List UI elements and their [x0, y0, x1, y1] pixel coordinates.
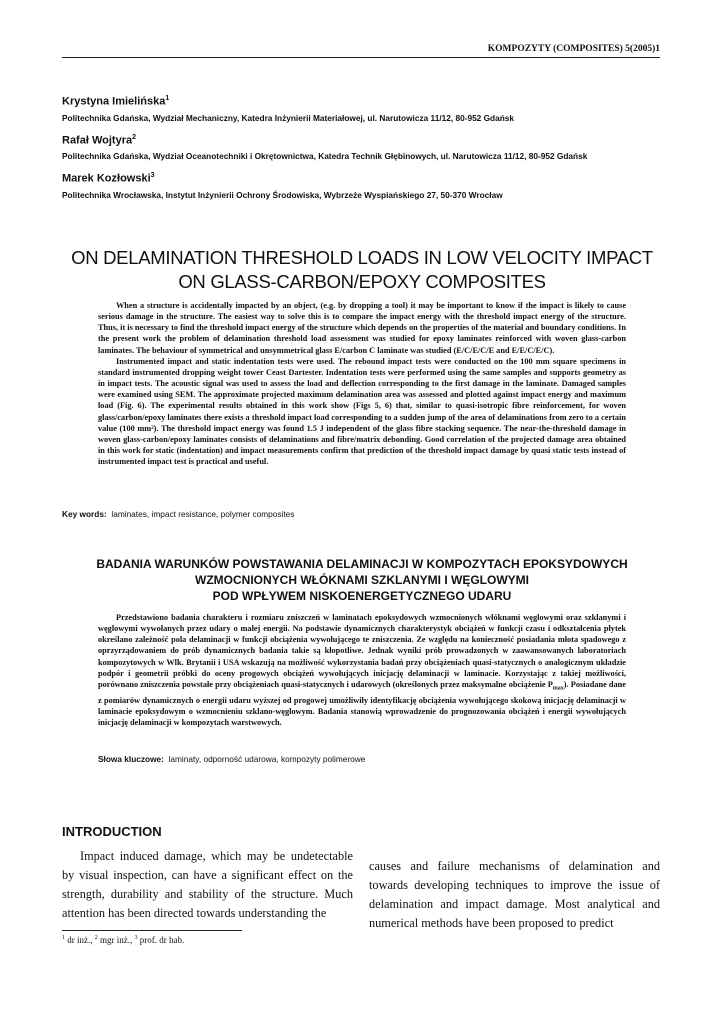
intro-left-column — [62, 847, 353, 923]
polish-keywords: Słowa kluczowe: laminaty, odporność udarowa, kompozyty polimerowe — [98, 754, 366, 764]
footnote: $^1$ dr inż., $^2$ mgr inż., $^3$ prof. dr hab. — [62, 935, 185, 945]
intro-right-column — [369, 857, 660, 933]
abstract-paragraph: When a structure is accidentally impacted by an object, (e.g. by dropping a tool) it may be important to know if the impact is likely to cause serious damage in the structure. The easiest way to solve this is to compare the impact energy with the threshold impact energy of the structure. Thus, it is necessary to find the threshold impact energy of the structure which depends on the properties of the material and boundary conditions. In the present work the problem of delamination threshold load assessment was studied for epoxy laminates reinforced with woven glass-carbon laminates. The behaviour of symmetrical and unsymmetrical glass E/carbon C laminate was studied (E/C/E/C/E and E/E/C/E/C). — [98, 301, 626, 355]
author-block — [62, 95, 662, 211]
keywords: Key words: laminates, impact resistance, polymer composites — [62, 509, 295, 519]
polish-abstract — [98, 612, 626, 728]
paper-title: ON DELAMINATION THRESHOLD LOADS IN LOW VELOCITY IMPACT ON GLASS-CARBON/EPOXY COMPOSITES — [71, 247, 653, 292]
author-name: Krystyna Imielińska$^1$ — [62, 95, 170, 108]
abstract-paragraph: Przedstawiono badania charakteru i rozmiaru zniszczeń w laminatach epoksydowych wzmocnionych włóknami węglowymi oraz szklanymi i węglowymi wywołanych przez udary o małej energii. Na podstawie dynamicznych charakterystyk obciążeń w funkcji czasu i odkształcenia płytek określano zależność pola delaminacji w funkcji obciążenia wywołującego te zniszczenia. Ze względu na konieczność posiadania młota spadowego z oprzyrządowaniem do prób dynamicznych badania takie są kłopotliwe. Jednak wyniki prób prowadzonych w zaawansowanych laboratoriach kompozytowych w Wlk. Brytanii i USA wskazują na możliwość wykorzystania badań przy obciążeniach quasi-statycznych o analogicznym układzie podpór i geometrii próbki do oceny progowych obciążeń wywołujących inicjację delaminacji w laminacie. Korzystając z takiej możliwości, porównano zniszczenia powstałe przy obciążeniach quasi-statycznych i udarowych (określonych przez maksymalne obciążenie $P_{max}$). Posiadane dane z pomiarów dynamicznych o energii udaru wyższej od progowej umożliwiły identyfikację obciążenia wywołującego skokową inicjację delaminacji w laminacie epoksydowym o wzmocnieniu szklano-węglowym. Badania stanowią wprowadzenie do prognozowania obciążeń i energii wywołujących inicjację delaminacji w kompozytach warstwowych. — [98, 613, 626, 728]
journal-header: KOMPOZYTY (COMPOSITES) 5(2005)1 — [62, 44, 660, 58]
polish-title: BADANIA WARUNKÓW POWSTAWANIA DELAMINACJI W KOMPOZYTACH EPOKSYDOWYCH WZMOCNIONYCH WŁÓKNAMI SZKLANYMI I WĘGLOWYMI POD WPŁYWEM NISKOENERGETYCZNEGO UDARU — [96, 557, 628, 603]
author-name: Rafał Wojtyra$^2$ — [62, 133, 136, 147]
author-name: Marek Kozłowski$^3$ — [62, 172, 155, 185]
author-affiliation: Politechnika Gdańska, Wydział Oceanotechniki i Okrętownictwa, Katedra Technik Głębinowych, ul. Narutowicza 11/12, 80-952 Gdańsk — [62, 151, 588, 162]
section-heading: INTRODUCTION — [62, 824, 162, 839]
author-affiliation: Politechnika Wrocławska, Instytut Inżynierii Ochrony Środowiska, Wybrzeże Wyspiańskiego 27, 50-370 Wrocław — [62, 189, 503, 200]
abstract — [98, 300, 626, 467]
author-affiliation: Politechnika Gdańska, Wydział Mechaniczny, Katedra Inżynierii Materiałowej, ul. Narutowicza 11/12, 80-952 Gdańsk — [62, 112, 515, 123]
abstract-paragraph: Instrumented impact and static indentation tests were used. The rebound impact tests were conducted on the 100 mm square specimens in standard instrumented dropping weight tower Ceast Dartester. Indentation tests were performed using the same samples and supports geometry as in impact tests. The acoustic signal was used to assess the load and deflection corresponding to the first damage in the laminate. Damaged samples were examined using SEM. The approximate projected maximum delamination area was assessed and plotted against impact energy and maximum load (Fig. 6). The experimental results obtained in this work show (Figs 5, 6) that, similar to quasi-isotropic fibre reinforcement, for woven glass/carbon/epoxy laminates there exists a threshold impact load corresponding to a sudden jump of the area of delaminations from zero to a certain value (100 mm²). The threshold impact energy was found 1.5 J independent of the glass fibre stacking sequence. The near-the-threshold damage in woven glass-carbon/epoxy laminates consists of delaminations and fibre/matrix debonding. Good correlation of the projected damage area obtained in this work for static (indentation) and impact measurements confirm that prediction of the threshold impact damage by quasi static tests instead of instrumented impact test is practical and useful. — [98, 356, 626, 467]
footnote-rule — [62, 930, 242, 931]
body-paragraph: Impact induced damage, which may be undetectable by visual inspection, can have a significant effect on the strength, durability and stability of the structure. Much attention has been directed towards understanding the — [62, 849, 353, 920]
body-paragraph: causes and failure mechanisms of delamination and towards developing techniques to improve the issue of delamination and impact damage. Most analytical and numerical methods have been proposed to predict — [369, 859, 660, 930]
